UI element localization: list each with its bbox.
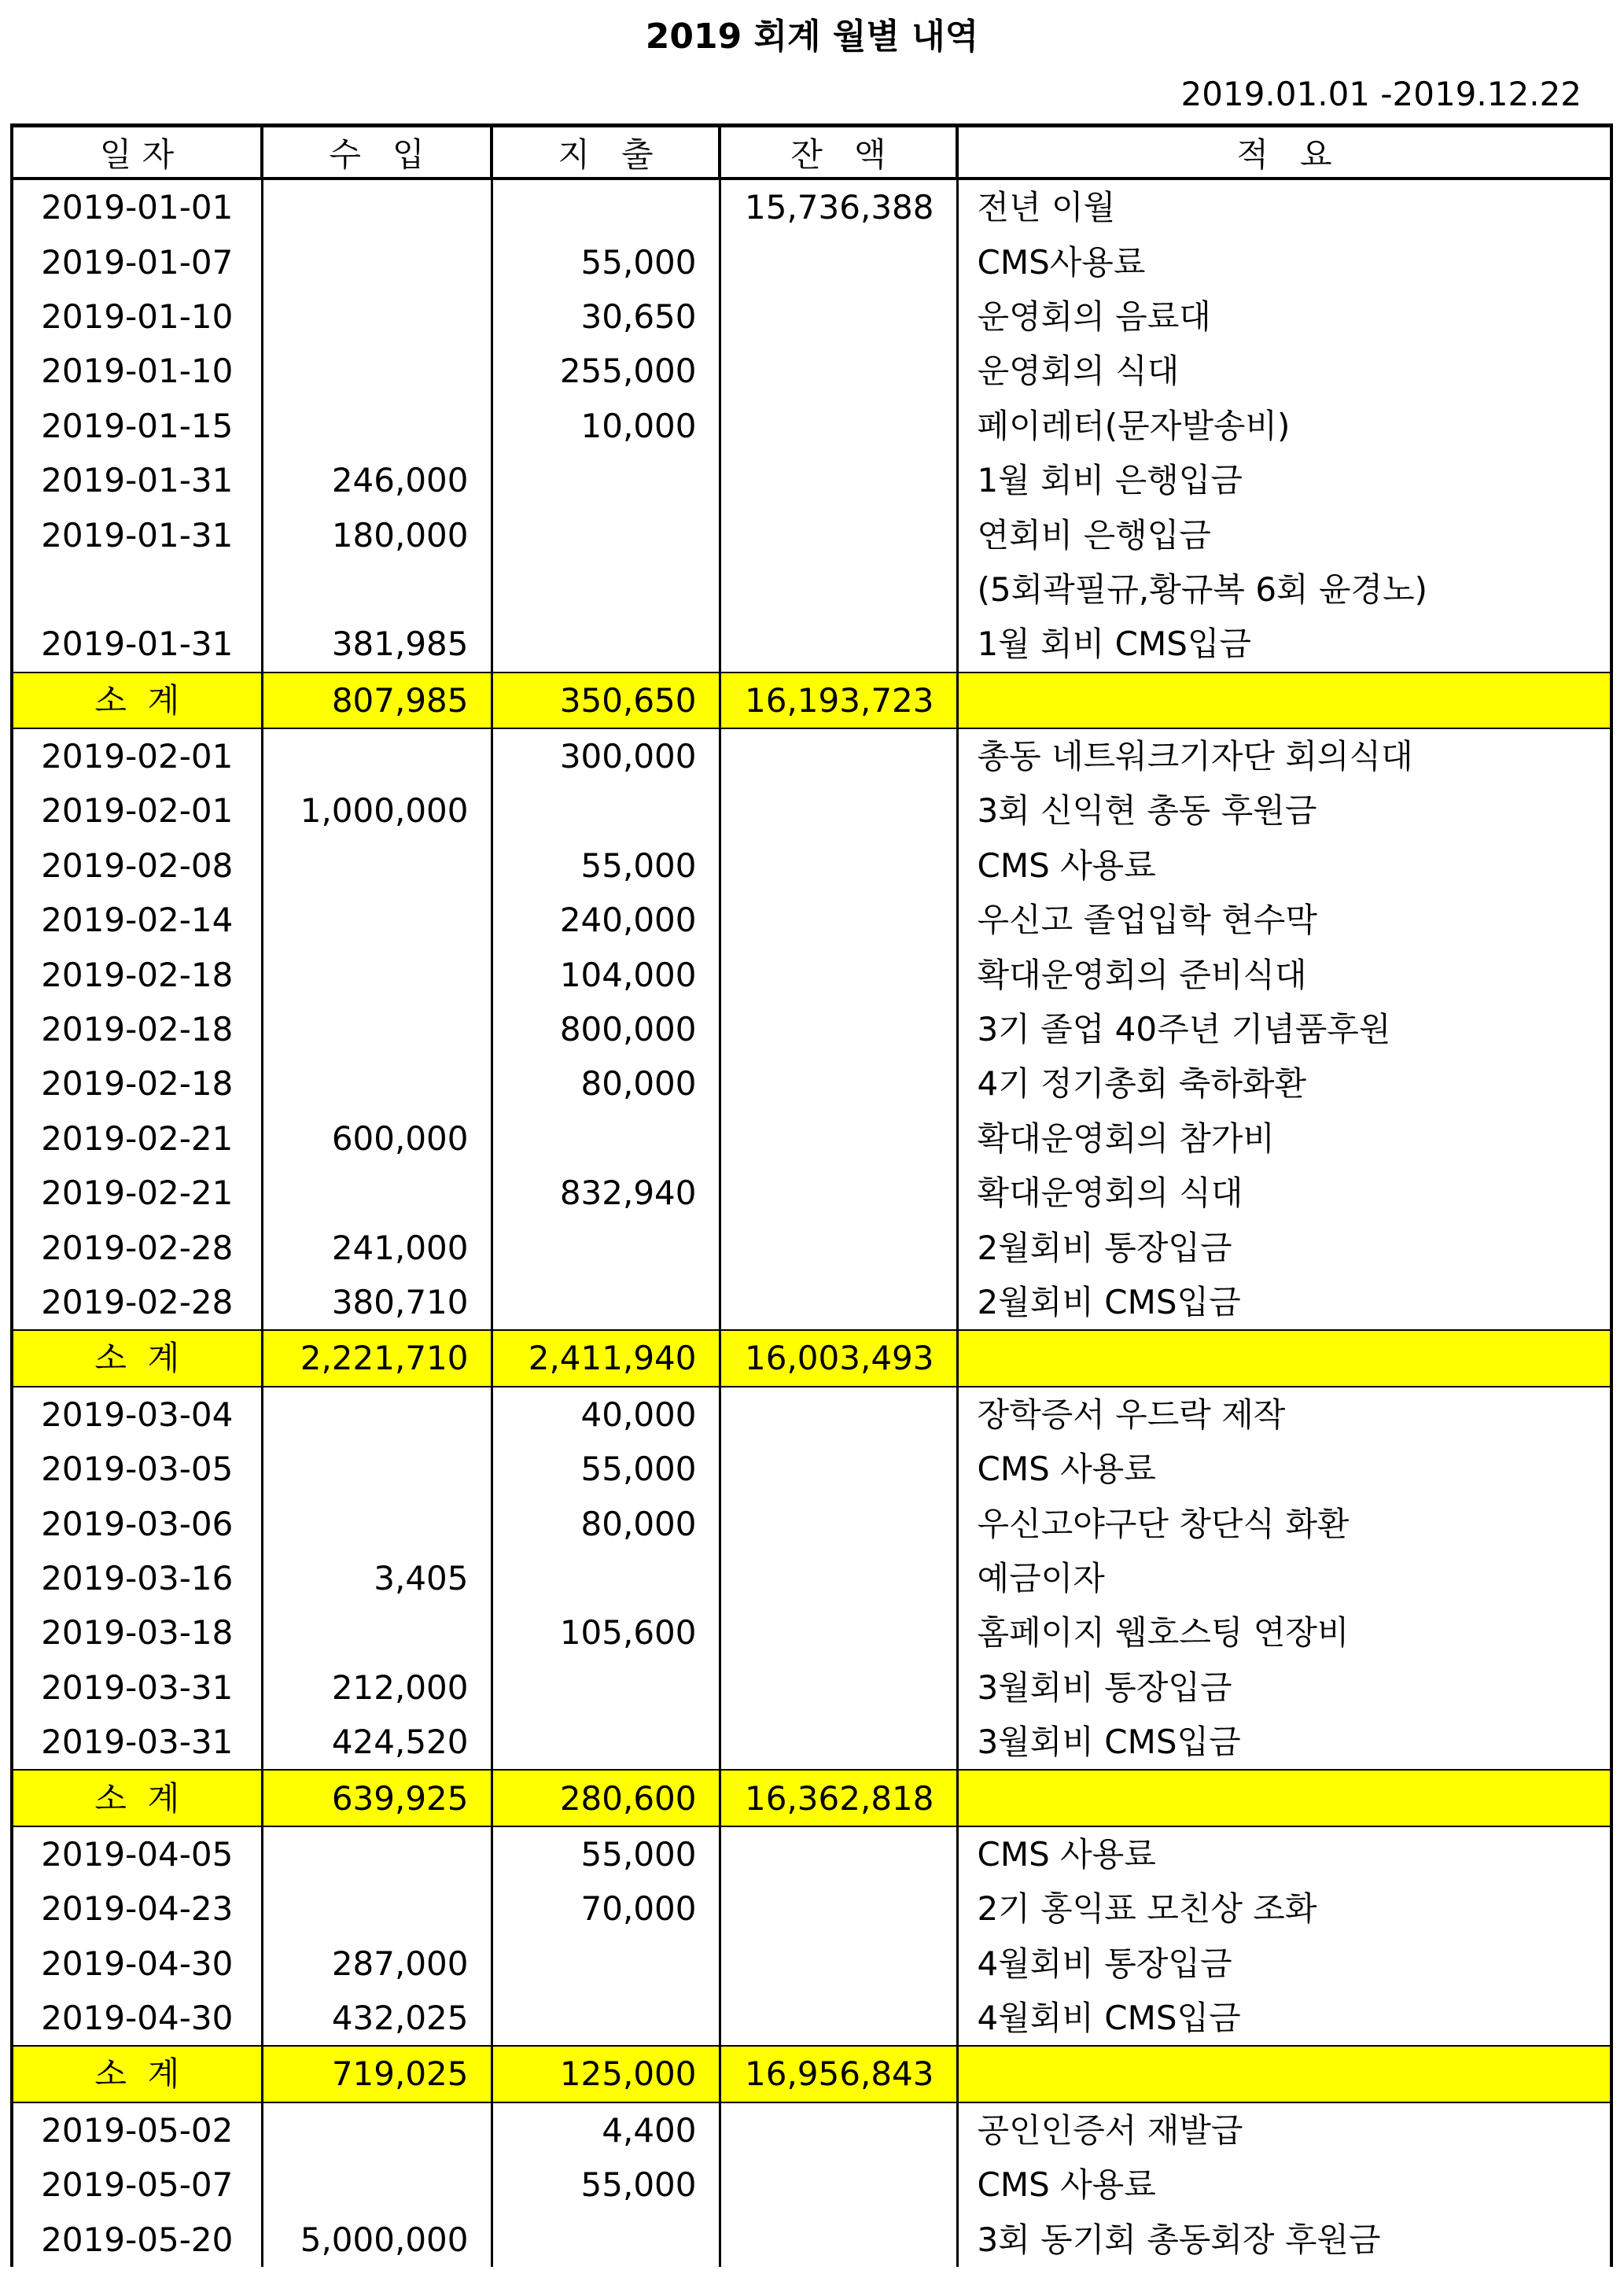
expense-cell bbox=[492, 1660, 720, 1715]
subtotal-label: 소 계 bbox=[12, 1330, 262, 1386]
memo-cell: CMS 사용료 bbox=[957, 1826, 1611, 1881]
memo-cell: 공인인증서 재발급 bbox=[957, 2102, 1611, 2158]
income-cell: 639,925 bbox=[262, 1770, 492, 1826]
page-title: 2019 회계 월별 내역 bbox=[645, 17, 979, 57]
date-cell: 2019-03-31 bbox=[12, 1660, 262, 1715]
memo-cell: CMS사용료 bbox=[957, 234, 1611, 289]
income-cell bbox=[262, 399, 492, 453]
balance-cell bbox=[720, 783, 957, 838]
date-cell: 2019-01-10 bbox=[12, 344, 262, 398]
table-row bbox=[12, 838, 1611, 893]
expense-cell: 55,000 bbox=[492, 1826, 720, 1881]
table-row bbox=[12, 234, 1611, 289]
balance-cell bbox=[720, 1442, 957, 1496]
memo-cell: 확대운영회의 참가비 bbox=[957, 1111, 1611, 1166]
date-cell: 2019-03-18 bbox=[12, 1605, 262, 1660]
header-expense: 지 출 bbox=[492, 126, 720, 179]
table-row bbox=[12, 1496, 1611, 1550]
income-cell: 241,000 bbox=[262, 1220, 492, 1274]
balance-cell bbox=[720, 1551, 957, 1605]
table-row bbox=[12, 893, 1611, 947]
date-cell: 2019-01-01 bbox=[12, 179, 262, 234]
table-row bbox=[12, 1056, 1611, 1111]
memo-cell bbox=[957, 2046, 1611, 2102]
expense-cell: 125,000 bbox=[492, 2046, 720, 2102]
date-cell: 2019-05-02 bbox=[12, 2102, 262, 2158]
date-cell: 2019-02-01 bbox=[12, 783, 262, 838]
income-cell bbox=[262, 234, 492, 289]
date-cell: 2019-02-01 bbox=[12, 728, 262, 783]
date-cell: 2019-02-08 bbox=[12, 838, 262, 893]
balance-cell bbox=[720, 1002, 957, 1056]
expense-cell bbox=[492, 617, 720, 672]
table-row bbox=[12, 1551, 1611, 1605]
balance-cell bbox=[720, 947, 957, 1001]
expense-cell: 255,000 bbox=[492, 344, 720, 398]
expense-cell bbox=[492, 783, 720, 838]
memo-cell: 4월회비 통장입금 bbox=[957, 1937, 1611, 1991]
expense-cell: 104,000 bbox=[492, 947, 720, 1001]
subtotal-label: 소 계 bbox=[12, 2046, 262, 2102]
expense-cell: 240,000 bbox=[492, 893, 720, 947]
table-row bbox=[12, 1991, 1611, 2046]
income-cell: 3,405 bbox=[262, 1551, 492, 1605]
table-row bbox=[12, 1937, 1611, 1991]
memo-cell bbox=[957, 1770, 1611, 1826]
balance-cell bbox=[720, 1496, 957, 1550]
income-cell bbox=[262, 179, 492, 234]
balance-cell bbox=[720, 234, 957, 289]
balance-cell bbox=[720, 1715, 957, 1770]
income-cell bbox=[262, 1056, 492, 1111]
subtotal-row bbox=[12, 673, 1611, 728]
table-row bbox=[12, 2212, 1611, 2266]
balance-cell bbox=[720, 289, 957, 344]
income-cell bbox=[262, 1881, 492, 1936]
income-cell bbox=[262, 1166, 492, 1220]
income-cell bbox=[262, 1605, 492, 1660]
ledger-body bbox=[12, 179, 1611, 2267]
expense-cell: 10,000 bbox=[492, 399, 720, 453]
memo-cell: 우신고 졸업입학 현수막 bbox=[957, 893, 1611, 947]
date-cell: 2019-01-31 bbox=[12, 453, 262, 507]
expense-cell: 280,600 bbox=[492, 1770, 720, 1826]
table-row bbox=[12, 1605, 1611, 1660]
memo-cell: 1월 회비 은행입금 bbox=[957, 453, 1611, 507]
date-cell: 2019-01-07 bbox=[12, 234, 262, 289]
memo-cell: 총동 네트워크기자단 회의식대 bbox=[957, 728, 1611, 783]
income-cell: 5,000,000 bbox=[262, 2212, 492, 2266]
balance-cell bbox=[720, 617, 957, 672]
header-balance: 잔 액 bbox=[720, 126, 957, 179]
memo-cell: 3회 동기회 총동회장 후원금 bbox=[957, 2212, 1611, 2266]
balance-cell: 16,956,843 bbox=[720, 2046, 957, 2102]
expense-cell bbox=[492, 1220, 720, 1274]
expense-cell bbox=[492, 179, 720, 234]
expense-cell bbox=[492, 453, 720, 507]
income-cell bbox=[262, 1002, 492, 1056]
table-row bbox=[12, 562, 1611, 617]
date-cell: 2019-02-28 bbox=[12, 1220, 262, 1274]
memo-cell: 1월 회비 CMS입금 bbox=[957, 617, 1611, 672]
income-cell: 180,000 bbox=[262, 507, 492, 562]
memo-cell bbox=[957, 673, 1611, 728]
balance-cell bbox=[720, 1605, 957, 1660]
balance-cell bbox=[720, 562, 957, 617]
memo-cell: 3월회비 통장입금 bbox=[957, 1660, 1611, 1715]
expense-cell bbox=[492, 1937, 720, 1991]
date-cell: 2019-03-05 bbox=[12, 1442, 262, 1496]
income-cell: 424,520 bbox=[262, 1715, 492, 1770]
table-row bbox=[12, 1715, 1611, 1770]
balance-cell bbox=[720, 1660, 957, 1715]
subtotal-row bbox=[12, 2046, 1611, 2102]
income-cell: 380,710 bbox=[262, 1275, 492, 1330]
expense-cell: 55,000 bbox=[492, 234, 720, 289]
income-cell: 246,000 bbox=[262, 453, 492, 507]
memo-cell: 운영회의 식대 bbox=[957, 344, 1611, 398]
expense-cell bbox=[492, 507, 720, 562]
memo-cell: 3회 신익현 총동 후원금 bbox=[957, 783, 1611, 838]
income-cell bbox=[262, 1442, 492, 1496]
date-cell: 2019-01-31 bbox=[12, 507, 262, 562]
balance-cell bbox=[720, 1166, 957, 1220]
table-row bbox=[12, 344, 1611, 398]
balance-cell bbox=[720, 838, 957, 893]
table-row bbox=[12, 1002, 1611, 1056]
table-row bbox=[12, 1111, 1611, 1166]
date-cell: 2019-02-21 bbox=[12, 1166, 262, 1220]
expense-cell: 40,000 bbox=[492, 1387, 720, 1442]
expense-cell: 55,000 bbox=[492, 2158, 720, 2212]
balance-cell bbox=[720, 399, 957, 453]
memo-cell: 2월회비 CMS입금 bbox=[957, 1275, 1611, 1330]
income-cell bbox=[262, 893, 492, 947]
expense-cell: 800,000 bbox=[492, 1002, 720, 1056]
income-cell bbox=[262, 728, 492, 783]
income-cell bbox=[262, 2102, 492, 2158]
date-cell: 2019-02-28 bbox=[12, 1275, 262, 1330]
expense-cell: 2,411,940 bbox=[492, 1330, 720, 1386]
date-cell: 2019-04-05 bbox=[12, 1826, 262, 1881]
memo-cell: CMS 사용료 bbox=[957, 1442, 1611, 1496]
expense-cell bbox=[492, 1551, 720, 1605]
expense-cell bbox=[492, 1275, 720, 1330]
table-row bbox=[12, 728, 1611, 783]
date-cell: 2019-02-18 bbox=[12, 947, 262, 1001]
expense-cell bbox=[492, 562, 720, 617]
memo-cell: 장학증서 우드락 제작 bbox=[957, 1387, 1611, 1442]
table-row bbox=[12, 179, 1611, 234]
income-cell: 212,000 bbox=[262, 1660, 492, 1715]
date-cell: 2019-05-07 bbox=[12, 2158, 262, 2212]
table-row bbox=[12, 1826, 1611, 1881]
expense-cell: 350,650 bbox=[492, 673, 720, 728]
subtotal-label: 소 계 bbox=[12, 1770, 262, 1826]
balance-cell bbox=[720, 1826, 957, 1881]
memo-cell: CMS 사용료 bbox=[957, 838, 1611, 893]
income-cell bbox=[262, 562, 492, 617]
income-cell bbox=[262, 289, 492, 344]
income-cell bbox=[262, 1496, 492, 1550]
income-cell bbox=[262, 947, 492, 1001]
memo-cell: 3기 졸업 40주년 기념품후원 bbox=[957, 1002, 1611, 1056]
income-cell: 807,985 bbox=[262, 673, 492, 728]
expense-cell: 300,000 bbox=[492, 728, 720, 783]
date-cell bbox=[12, 562, 262, 617]
income-cell bbox=[262, 1826, 492, 1881]
date-cell: 2019-02-21 bbox=[12, 1111, 262, 1166]
income-cell: 1,000,000 bbox=[262, 783, 492, 838]
date-cell: 2019-04-30 bbox=[12, 1937, 262, 1991]
income-cell: 719,025 bbox=[262, 2046, 492, 2102]
income-cell: 600,000 bbox=[262, 1111, 492, 1166]
table-row bbox=[12, 1660, 1611, 1715]
table-row bbox=[12, 2158, 1611, 2212]
balance-cell bbox=[720, 2102, 957, 2158]
memo-cell: 연회비 은행입금 bbox=[957, 507, 1611, 562]
memo-cell: 홈페이지 웹호스팅 연장비 bbox=[957, 1605, 1611, 1660]
balance-cell bbox=[720, 1881, 957, 1936]
period-range: 2019.01.01 -2019.12.22 bbox=[1180, 75, 1582, 113]
table-row bbox=[12, 1275, 1611, 1330]
income-cell: 381,985 bbox=[262, 617, 492, 672]
expense-cell bbox=[492, 1715, 720, 1770]
header-memo: 적 요 bbox=[957, 126, 1611, 179]
table-row bbox=[12, 783, 1611, 838]
expense-cell: 105,600 bbox=[492, 1605, 720, 1660]
balance-cell bbox=[720, 1056, 957, 1111]
date-cell: 2019-02-18 bbox=[12, 1056, 262, 1111]
date-cell: 2019-04-23 bbox=[12, 1881, 262, 1936]
balance-cell bbox=[720, 1991, 957, 2046]
balance-cell bbox=[720, 1111, 957, 1166]
table-row bbox=[12, 453, 1611, 507]
expense-cell: 4,400 bbox=[492, 2102, 720, 2158]
memo-cell: 3월회비 CMS입금 bbox=[957, 1715, 1611, 1770]
ledger-table bbox=[10, 123, 1613, 2267]
header-income: 수 입 bbox=[262, 126, 492, 179]
table-row bbox=[12, 617, 1611, 672]
balance-cell bbox=[720, 2212, 957, 2266]
expense-cell: 832,940 bbox=[492, 1166, 720, 1220]
memo-cell: 2월회비 통장입금 bbox=[957, 1220, 1611, 1274]
expense-cell: 80,000 bbox=[492, 1056, 720, 1111]
memo-cell: 전년 이월 bbox=[957, 179, 1611, 234]
balance-cell bbox=[720, 344, 957, 398]
subtotal-label: 소 계 bbox=[12, 673, 262, 728]
memo-cell: 우신고야구단 창단식 화환 bbox=[957, 1496, 1611, 1550]
expense-cell: 30,650 bbox=[492, 289, 720, 344]
income-cell: 432,025 bbox=[262, 1991, 492, 2046]
memo-cell: 4월회비 CMS입금 bbox=[957, 1991, 1611, 2046]
expense-cell: 55,000 bbox=[492, 1442, 720, 1496]
balance-cell bbox=[720, 507, 957, 562]
date-cell: 2019-02-14 bbox=[12, 893, 262, 947]
table-row bbox=[12, 1881, 1611, 1936]
table-row bbox=[12, 1387, 1611, 1442]
table-row bbox=[12, 289, 1611, 344]
expense-cell: 70,000 bbox=[492, 1881, 720, 1936]
balance-cell: 16,362,818 bbox=[720, 1770, 957, 1826]
memo-cell: 확대운영회의 준비식대 bbox=[957, 947, 1611, 1001]
date-cell: 2019-01-15 bbox=[12, 399, 262, 453]
table-row bbox=[12, 399, 1611, 453]
memo-cell: 운영회의 음료대 bbox=[957, 289, 1611, 344]
expense-cell: 55,000 bbox=[492, 838, 720, 893]
date-cell: 2019-01-31 bbox=[12, 617, 262, 672]
memo-cell: 확대운영회의 식대 bbox=[957, 1166, 1611, 1220]
date-cell: 2019-01-10 bbox=[12, 289, 262, 344]
expense-cell bbox=[492, 1111, 720, 1166]
balance-cell: 15,736,388 bbox=[720, 179, 957, 234]
memo-cell: 예금이자 bbox=[957, 1551, 1611, 1605]
memo-cell: (5회곽필규,황규복 6회 윤경노) bbox=[957, 562, 1611, 617]
expense-cell: 80,000 bbox=[492, 1496, 720, 1550]
table-row bbox=[12, 507, 1611, 562]
income-cell: 287,000 bbox=[262, 1937, 492, 1991]
balance-cell bbox=[720, 728, 957, 783]
date-cell: 2019-03-04 bbox=[12, 1387, 262, 1442]
balance-cell bbox=[720, 893, 957, 947]
memo-cell: 4기 정기총회 축하화환 bbox=[957, 1056, 1611, 1111]
income-cell bbox=[262, 2158, 492, 2212]
table-row bbox=[12, 2102, 1611, 2158]
balance-cell bbox=[720, 453, 957, 507]
table-row bbox=[12, 1220, 1611, 1274]
balance-cell bbox=[720, 1220, 957, 1274]
memo-cell: 2기 홍익표 모친상 조화 bbox=[957, 1881, 1611, 1936]
date-cell: 2019-03-31 bbox=[12, 1715, 262, 1770]
header-date: 일 자 bbox=[12, 126, 262, 179]
table-row bbox=[12, 947, 1611, 1001]
table-row bbox=[12, 1442, 1611, 1496]
header-row bbox=[12, 126, 1611, 179]
memo-cell: CMS 사용료 bbox=[957, 2158, 1611, 2212]
subtotal-row bbox=[12, 1330, 1611, 1386]
balance-cell bbox=[720, 1387, 957, 1442]
expense-cell bbox=[492, 2212, 720, 2266]
date-cell: 2019-05-20 bbox=[12, 2212, 262, 2266]
date-cell: 2019-02-18 bbox=[12, 1002, 262, 1056]
income-cell bbox=[262, 344, 492, 398]
date-cell: 2019-03-16 bbox=[12, 1551, 262, 1605]
memo-cell bbox=[957, 1330, 1611, 1386]
balance-cell bbox=[720, 2158, 957, 2212]
balance-cell bbox=[720, 1937, 957, 1991]
subtotal-row bbox=[12, 1770, 1611, 1826]
date-cell: 2019-04-30 bbox=[12, 1991, 262, 2046]
income-cell bbox=[262, 1387, 492, 1442]
date-cell: 2019-03-06 bbox=[12, 1496, 262, 1550]
income-cell: 2,221,710 bbox=[262, 1330, 492, 1386]
balance-cell bbox=[720, 1275, 957, 1330]
expense-cell bbox=[492, 1991, 720, 2046]
memo-cell: 페이레터(문자발송비) bbox=[957, 399, 1611, 453]
table-row bbox=[12, 1166, 1611, 1220]
income-cell bbox=[262, 838, 492, 893]
balance-cell: 16,003,493 bbox=[720, 1330, 957, 1386]
balance-cell: 16,193,723 bbox=[720, 673, 957, 728]
